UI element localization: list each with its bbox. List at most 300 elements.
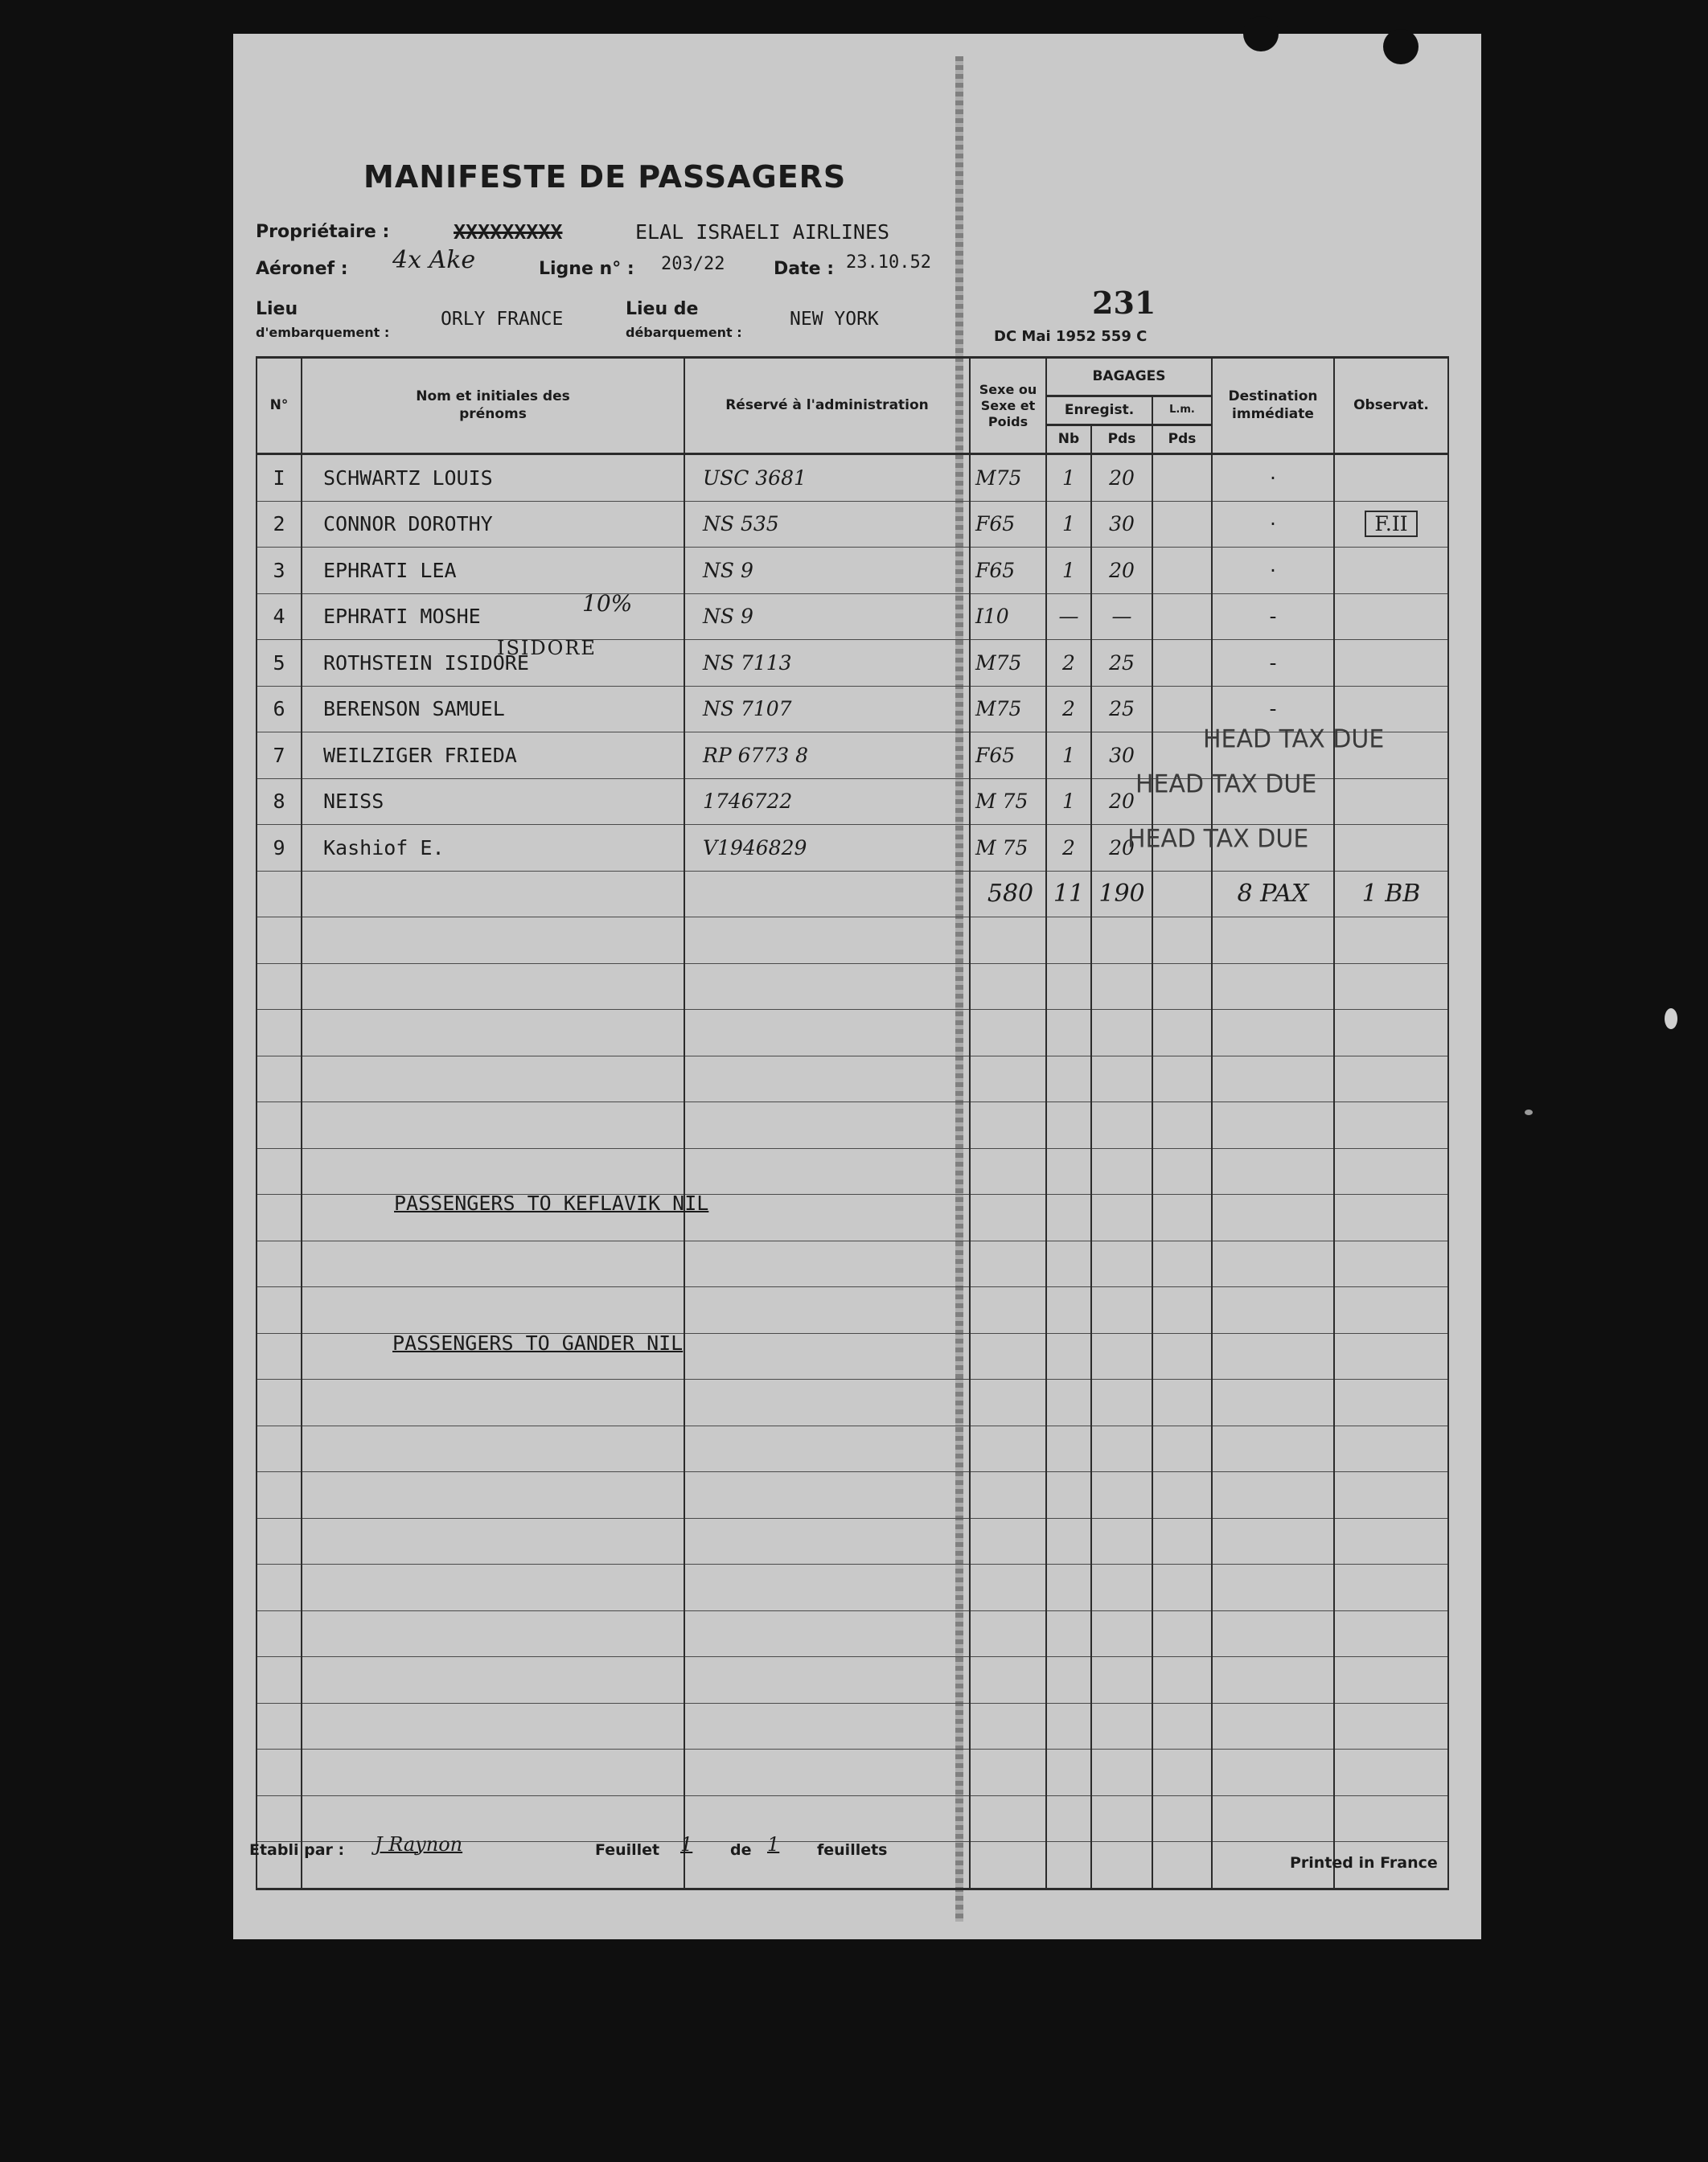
destination: - bbox=[1212, 640, 1334, 687]
baggage-count: 1 bbox=[1046, 548, 1091, 594]
baggage-count: 1 bbox=[1046, 454, 1091, 502]
passenger-name bbox=[302, 963, 684, 1010]
col-baggage: BAGAGES bbox=[1046, 358, 1212, 396]
destination bbox=[1212, 1795, 1334, 1842]
baggage-weight: 20 bbox=[1091, 778, 1152, 825]
destination: - bbox=[1212, 593, 1334, 640]
dust-speck bbox=[1665, 1008, 1677, 1029]
passenger-name bbox=[302, 1287, 684, 1334]
established-label: Etabli par : bbox=[249, 1841, 345, 1859]
observation bbox=[1334, 1610, 1448, 1657]
hand-baggage-weight bbox=[1152, 1056, 1212, 1102]
baggage-count: 2 bbox=[1046, 686, 1091, 732]
punch-hole bbox=[1243, 16, 1279, 51]
disembark-label: Lieu de bbox=[626, 299, 699, 319]
hand-baggage-weight bbox=[1152, 1610, 1212, 1657]
hand-baggage-weight bbox=[1152, 871, 1212, 917]
table-row bbox=[257, 963, 1448, 1010]
sex-weight bbox=[970, 1610, 1046, 1657]
embark-label: Lieu bbox=[256, 299, 298, 319]
baggage-count bbox=[1046, 1565, 1091, 1611]
baggage-weight bbox=[1091, 1750, 1152, 1796]
baggage-count bbox=[1046, 963, 1091, 1010]
baggage-weight bbox=[1091, 1472, 1152, 1519]
hand-baggage-weight bbox=[1152, 1241, 1212, 1287]
row-number bbox=[257, 1195, 302, 1241]
sex-weight bbox=[970, 1565, 1046, 1611]
col-pds-hand: Pds bbox=[1152, 425, 1212, 454]
row-number bbox=[257, 1056, 302, 1102]
table-row bbox=[257, 1102, 1448, 1149]
observation bbox=[1334, 825, 1448, 872]
table-row bbox=[257, 1010, 1448, 1056]
hand-baggage-weight bbox=[1152, 1426, 1212, 1472]
table-row bbox=[257, 548, 1448, 594]
observation bbox=[1334, 1380, 1448, 1426]
col-name: Nom et initiales des prénoms bbox=[302, 358, 684, 454]
observation bbox=[1334, 1148, 1448, 1195]
baggage-weight bbox=[1091, 1241, 1152, 1287]
sex-weight bbox=[970, 1842, 1046, 1889]
baggage-count bbox=[1046, 1333, 1091, 1380]
admin-reference: 1746722 bbox=[684, 778, 970, 825]
head-tax-stamp: HEAD TAX DUE bbox=[1135, 769, 1317, 799]
sex-weight bbox=[970, 1703, 1046, 1750]
baggage-weight: 20 bbox=[1091, 825, 1152, 872]
passenger-name: NEISS bbox=[302, 778, 684, 825]
date-value: 23.10.52 bbox=[846, 252, 931, 273]
hand-baggage-weight bbox=[1152, 1287, 1212, 1334]
hand-baggage-weight bbox=[1152, 1010, 1212, 1056]
admin-reference: NS 7113 bbox=[684, 640, 970, 687]
sex-weight bbox=[970, 1657, 1046, 1704]
table-row bbox=[257, 917, 1448, 964]
passenger-name: Kashiof E. bbox=[302, 825, 684, 872]
destination bbox=[1212, 1750, 1334, 1796]
admin-reference: USC 3681 bbox=[684, 454, 970, 502]
aircraft-value: 4x Ake bbox=[392, 246, 476, 274]
baggage-weight: 25 bbox=[1091, 640, 1152, 687]
passenger-name bbox=[302, 1703, 684, 1750]
sheet-value: 1 bbox=[680, 1833, 693, 1856]
observation bbox=[1334, 1241, 1448, 1287]
destination: · bbox=[1212, 454, 1334, 502]
admin-reference bbox=[684, 917, 970, 964]
admin-reference bbox=[684, 1426, 970, 1472]
row-number bbox=[257, 917, 302, 964]
admin-reference bbox=[684, 1148, 970, 1195]
date-label: Date : bbox=[774, 259, 835, 279]
baggage-weight bbox=[1091, 963, 1152, 1010]
hand-baggage-weight bbox=[1152, 1472, 1212, 1519]
sex-weight bbox=[970, 1056, 1046, 1102]
admin-reference bbox=[684, 1657, 970, 1704]
hand-baggage-weight bbox=[1152, 640, 1212, 687]
total-sex-weight: 580 bbox=[970, 871, 1046, 917]
baggage-count bbox=[1046, 1287, 1091, 1334]
baggage-count bbox=[1046, 1703, 1091, 1750]
head-tax-stamp: HEAD TAX DUE bbox=[1127, 824, 1309, 854]
observation bbox=[1334, 1287, 1448, 1334]
destination bbox=[1212, 1472, 1334, 1519]
sex-weight: M 75 bbox=[970, 778, 1046, 825]
destination bbox=[1212, 1102, 1334, 1149]
destination: · bbox=[1212, 548, 1334, 594]
admin-reference: NS 9 bbox=[684, 593, 970, 640]
sex-weight: F65 bbox=[970, 501, 1046, 548]
of-label: de bbox=[730, 1841, 752, 1859]
destination: - bbox=[1212, 686, 1334, 732]
destination bbox=[1212, 1241, 1334, 1287]
total-baggage-weight: 190 bbox=[1091, 871, 1152, 917]
baggage-weight bbox=[1091, 1657, 1152, 1704]
row-number bbox=[257, 1472, 302, 1519]
hand-baggage-weight bbox=[1152, 1195, 1212, 1241]
baggage-weight bbox=[1091, 1195, 1152, 1241]
observation bbox=[1334, 1056, 1448, 1102]
printed-in-france: Printed in France bbox=[1290, 1854, 1438, 1872]
hand-baggage-weight bbox=[1152, 917, 1212, 964]
admin-reference bbox=[684, 1380, 970, 1426]
passenger-name bbox=[302, 917, 684, 964]
table-row bbox=[257, 1703, 1448, 1750]
passenger-name bbox=[302, 1380, 684, 1426]
passenger-name: EPHRATI LEA bbox=[302, 548, 684, 594]
destination bbox=[1212, 1610, 1334, 1657]
baggage-weight bbox=[1091, 1380, 1152, 1426]
row-number bbox=[257, 1518, 302, 1565]
aircraft-label: Aéronef : bbox=[256, 259, 348, 279]
col-observ: Observat. bbox=[1334, 358, 1448, 454]
moshe-note: 10% bbox=[582, 590, 633, 617]
sheets-label: feuillets bbox=[817, 1841, 888, 1859]
baggage-count: 2 bbox=[1046, 640, 1091, 687]
observation bbox=[1334, 778, 1448, 825]
col-destination: Destination immédiate bbox=[1212, 358, 1334, 454]
row-number: 2 bbox=[257, 501, 302, 548]
observation bbox=[1334, 640, 1448, 687]
baggage-count bbox=[1046, 1010, 1091, 1056]
table-row bbox=[257, 1565, 1448, 1611]
sex-weight bbox=[970, 1241, 1046, 1287]
row-number: 7 bbox=[257, 732, 302, 779]
observation bbox=[1334, 1010, 1448, 1056]
table-row bbox=[257, 1518, 1448, 1565]
passenger-name bbox=[302, 1750, 684, 1796]
line-value: 203/22 bbox=[661, 254, 725, 274]
passenger-name bbox=[302, 1010, 684, 1056]
col-nb: Nb bbox=[1046, 425, 1091, 454]
baggage-count: 2 bbox=[1046, 825, 1091, 872]
baggage-weight bbox=[1091, 1287, 1152, 1334]
hand-baggage-weight bbox=[1152, 1703, 1212, 1750]
admin-reference bbox=[684, 1010, 970, 1056]
sex-weight: F65 bbox=[970, 732, 1046, 779]
hand-baggage-weight bbox=[1152, 1657, 1212, 1704]
destination bbox=[1212, 1010, 1334, 1056]
baggage-count: 1 bbox=[1046, 732, 1091, 779]
table-row bbox=[257, 1750, 1448, 1796]
baggage-weight bbox=[1091, 1610, 1152, 1657]
baggage-weight bbox=[1091, 1102, 1152, 1149]
baggage-weight bbox=[1091, 1010, 1152, 1056]
baggage-weight bbox=[1091, 917, 1152, 964]
baggage-count bbox=[1046, 1657, 1091, 1704]
passenger-name: BERENSON SAMUEL bbox=[302, 686, 684, 732]
admin-reference bbox=[684, 1610, 970, 1657]
embark-label-2: d'embarquement : bbox=[256, 325, 390, 340]
row-number: 9 bbox=[257, 825, 302, 872]
baggage-weight: 30 bbox=[1091, 501, 1152, 548]
admin-reference: NS 7107 bbox=[684, 686, 970, 732]
sex-weight: I10 bbox=[970, 593, 1046, 640]
observation bbox=[1334, 548, 1448, 594]
admin-reference: NS 535 bbox=[684, 501, 970, 548]
passenger-name bbox=[302, 871, 684, 917]
baggage-weight bbox=[1091, 1518, 1152, 1565]
baggage-weight: 25 bbox=[1091, 686, 1152, 732]
document-title: MANIFESTE DE PASSAGERS bbox=[363, 159, 847, 195]
table-row bbox=[257, 1426, 1448, 1472]
baggage-count bbox=[1046, 1518, 1091, 1565]
hand-baggage-weight bbox=[1152, 1565, 1212, 1611]
hand-baggage-weight bbox=[1152, 1750, 1212, 1796]
row-number bbox=[257, 963, 302, 1010]
passenger-name bbox=[302, 1148, 684, 1195]
row-number: 6 bbox=[257, 686, 302, 732]
baggage-weight: 20 bbox=[1091, 454, 1152, 502]
row-number bbox=[257, 1703, 302, 1750]
baggage-count bbox=[1046, 917, 1091, 964]
hand-baggage-weight bbox=[1152, 454, 1212, 502]
row-number bbox=[257, 1241, 302, 1287]
sex-weight bbox=[970, 1750, 1046, 1796]
col-sex: Sexe ou Sexe et Poids bbox=[970, 358, 1046, 454]
observation bbox=[1334, 1565, 1448, 1611]
baggage-count bbox=[1046, 1148, 1091, 1195]
observation bbox=[1334, 1102, 1448, 1149]
hand-baggage-weight bbox=[1152, 1148, 1212, 1195]
owner-label: Propriétaire : bbox=[256, 222, 390, 242]
observation bbox=[1334, 1750, 1448, 1796]
admin-reference bbox=[684, 1287, 970, 1334]
admin-reference: NS 9 bbox=[684, 548, 970, 594]
passenger-name: SCHWARTZ LOUIS bbox=[302, 454, 684, 502]
form-code: DC Mai 1952 559 C bbox=[994, 328, 1148, 345]
sex-weight bbox=[970, 1287, 1046, 1334]
col-pds: Pds bbox=[1091, 425, 1152, 454]
passenger-name bbox=[302, 1565, 684, 1611]
sex-weight: F65 bbox=[970, 548, 1046, 594]
baggage-weight bbox=[1091, 1426, 1152, 1472]
baggage-weight: — bbox=[1091, 593, 1152, 640]
established-value: J Raynon bbox=[375, 1833, 463, 1856]
destination bbox=[1212, 1426, 1334, 1472]
passenger-name: ROTHSTEIN ISIDORE bbox=[302, 640, 684, 687]
destination bbox=[1212, 1518, 1334, 1565]
table-row bbox=[257, 1056, 1448, 1102]
admin-reference: RP 6773 8 bbox=[684, 732, 970, 779]
row-number bbox=[257, 1657, 302, 1704]
baggage-weight: 30 bbox=[1091, 732, 1152, 779]
admin-reference bbox=[684, 1472, 970, 1519]
baggage-count bbox=[1046, 1795, 1091, 1842]
destination bbox=[1212, 917, 1334, 964]
isidore-handwriting: ISIDORE bbox=[497, 637, 597, 659]
baggage-weight bbox=[1091, 1333, 1152, 1380]
observation bbox=[1334, 917, 1448, 964]
row-number bbox=[257, 1426, 302, 1472]
destination bbox=[1212, 963, 1334, 1010]
sex-weight bbox=[970, 963, 1046, 1010]
dust-speck bbox=[1525, 1110, 1533, 1115]
observation bbox=[1334, 1657, 1448, 1704]
sex-weight bbox=[970, 1518, 1046, 1565]
observation bbox=[1334, 963, 1448, 1010]
hand-baggage-weight bbox=[1152, 548, 1212, 594]
owner-value: ELAL ISRAELI AIRLINES bbox=[635, 220, 890, 244]
sex-weight bbox=[970, 1148, 1046, 1195]
passenger-name bbox=[302, 1657, 684, 1704]
sex-weight bbox=[970, 917, 1046, 964]
col-registered: Enregist. bbox=[1046, 396, 1152, 425]
sex-weight bbox=[970, 1010, 1046, 1056]
disembark-label-2: débarquement : bbox=[626, 325, 742, 340]
table-row bbox=[257, 1241, 1448, 1287]
observation bbox=[1334, 1472, 1448, 1519]
sex-weight bbox=[970, 1426, 1046, 1472]
destination bbox=[1212, 1333, 1334, 1380]
table-body bbox=[257, 454, 1448, 1889]
col-admin: Réservé à l'administration bbox=[684, 358, 970, 454]
passenger-name bbox=[302, 1241, 684, 1287]
destination bbox=[1212, 1287, 1334, 1334]
baggage-count: — bbox=[1046, 593, 1091, 640]
admin-reference bbox=[684, 871, 970, 917]
destination bbox=[1212, 1657, 1334, 1704]
observation bbox=[1334, 1703, 1448, 1750]
row-number bbox=[257, 1565, 302, 1611]
admin-reference bbox=[684, 1565, 970, 1611]
sex-weight: M75 bbox=[970, 454, 1046, 502]
passenger-name: WEILZIGER FRIEDA bbox=[302, 732, 684, 779]
passenger-name bbox=[302, 1472, 684, 1519]
table-row bbox=[257, 1657, 1448, 1704]
row-number bbox=[257, 1380, 302, 1426]
destination bbox=[1212, 1195, 1334, 1241]
embark-value: ORLY FRANCE bbox=[441, 309, 564, 330]
hand-baggage-weight bbox=[1152, 1102, 1212, 1149]
admin-reference bbox=[684, 1703, 970, 1750]
destination bbox=[1212, 1148, 1334, 1195]
observation bbox=[1334, 1795, 1448, 1842]
form-number: 231 bbox=[1092, 285, 1156, 321]
observation bbox=[1334, 1195, 1448, 1241]
admin-reference bbox=[684, 1750, 970, 1796]
hand-baggage-weight bbox=[1152, 1795, 1212, 1842]
passenger-name: CONNOR DOROTHY bbox=[302, 501, 684, 548]
table-row bbox=[257, 1148, 1448, 1195]
col-no: N° bbox=[257, 358, 302, 454]
hand-baggage-weight bbox=[1152, 1380, 1212, 1426]
baggage-weight bbox=[1091, 1148, 1152, 1195]
admin-reference bbox=[684, 1795, 970, 1842]
table-row bbox=[257, 1610, 1448, 1657]
hand-baggage-weight bbox=[1152, 1842, 1212, 1889]
baggage-count bbox=[1046, 1472, 1091, 1519]
observation bbox=[1334, 454, 1448, 502]
sex-weight bbox=[970, 1380, 1046, 1426]
row-number: 3 bbox=[257, 548, 302, 594]
head-tax-stamp: HEAD TAX DUE bbox=[1203, 724, 1385, 754]
baggage-count bbox=[1046, 1195, 1091, 1241]
sheet-label: Feuillet bbox=[595, 1841, 660, 1859]
admin-reference bbox=[684, 1102, 970, 1149]
observation bbox=[1334, 1426, 1448, 1472]
sex-weight: M75 bbox=[970, 640, 1046, 687]
observation bbox=[1334, 1518, 1448, 1565]
table-row bbox=[257, 1287, 1448, 1334]
admin-reference: V1946829 bbox=[684, 825, 970, 872]
baggage-weight bbox=[1091, 1795, 1152, 1842]
row-number bbox=[257, 1795, 302, 1842]
row-number: 5 bbox=[257, 640, 302, 687]
baggage-weight: 20 bbox=[1091, 548, 1152, 594]
sex-weight bbox=[970, 1195, 1046, 1241]
sex-weight bbox=[970, 1102, 1046, 1149]
total-baggage-count: 11 bbox=[1046, 871, 1091, 917]
line-label: Ligne n° : bbox=[539, 259, 634, 279]
hand-baggage-weight bbox=[1152, 1333, 1212, 1380]
baggage-count bbox=[1046, 1610, 1091, 1657]
hand-baggage-weight bbox=[1152, 963, 1212, 1010]
sex-weight bbox=[970, 1333, 1046, 1380]
row-number: I bbox=[257, 454, 302, 502]
baggage-count bbox=[1046, 1102, 1091, 1149]
table-row bbox=[257, 501, 1448, 548]
table-row bbox=[257, 593, 1448, 640]
baggage-weight bbox=[1091, 1703, 1152, 1750]
baggage-weight bbox=[1091, 1565, 1152, 1611]
keflavik-note: PASSENGERS TO KEFLAVIK NIL bbox=[394, 1192, 709, 1215]
gander-note: PASSENGERS TO GANDER NIL bbox=[392, 1331, 684, 1355]
baggage-count bbox=[1046, 1426, 1091, 1472]
row-number bbox=[257, 871, 302, 917]
passenger-name: EPHRATI MOSHE bbox=[302, 593, 684, 640]
punch-hole bbox=[1383, 29, 1419, 64]
sex-weight: M 75 bbox=[970, 825, 1046, 872]
row-number bbox=[257, 1287, 302, 1334]
sex-weight bbox=[970, 1795, 1046, 1842]
owner-struck-value: XXXXXXXXX bbox=[454, 220, 563, 244]
hand-baggage-weight bbox=[1152, 1518, 1212, 1565]
table-row bbox=[257, 1380, 1448, 1426]
observation bbox=[1334, 501, 1448, 548]
destination bbox=[1212, 1703, 1334, 1750]
passenger-name bbox=[302, 1426, 684, 1472]
baggage-count bbox=[1046, 1241, 1091, 1287]
destination: · bbox=[1212, 501, 1334, 548]
baggage-count bbox=[1046, 1842, 1091, 1889]
baggage-count: 1 bbox=[1046, 778, 1091, 825]
sex-weight: M75 bbox=[970, 686, 1046, 732]
admin-reference bbox=[684, 1195, 970, 1241]
admin-reference bbox=[684, 963, 970, 1010]
row-number bbox=[257, 1148, 302, 1195]
admin-reference bbox=[684, 1333, 970, 1380]
sex-weight bbox=[970, 1472, 1046, 1519]
table-row bbox=[257, 871, 1448, 917]
